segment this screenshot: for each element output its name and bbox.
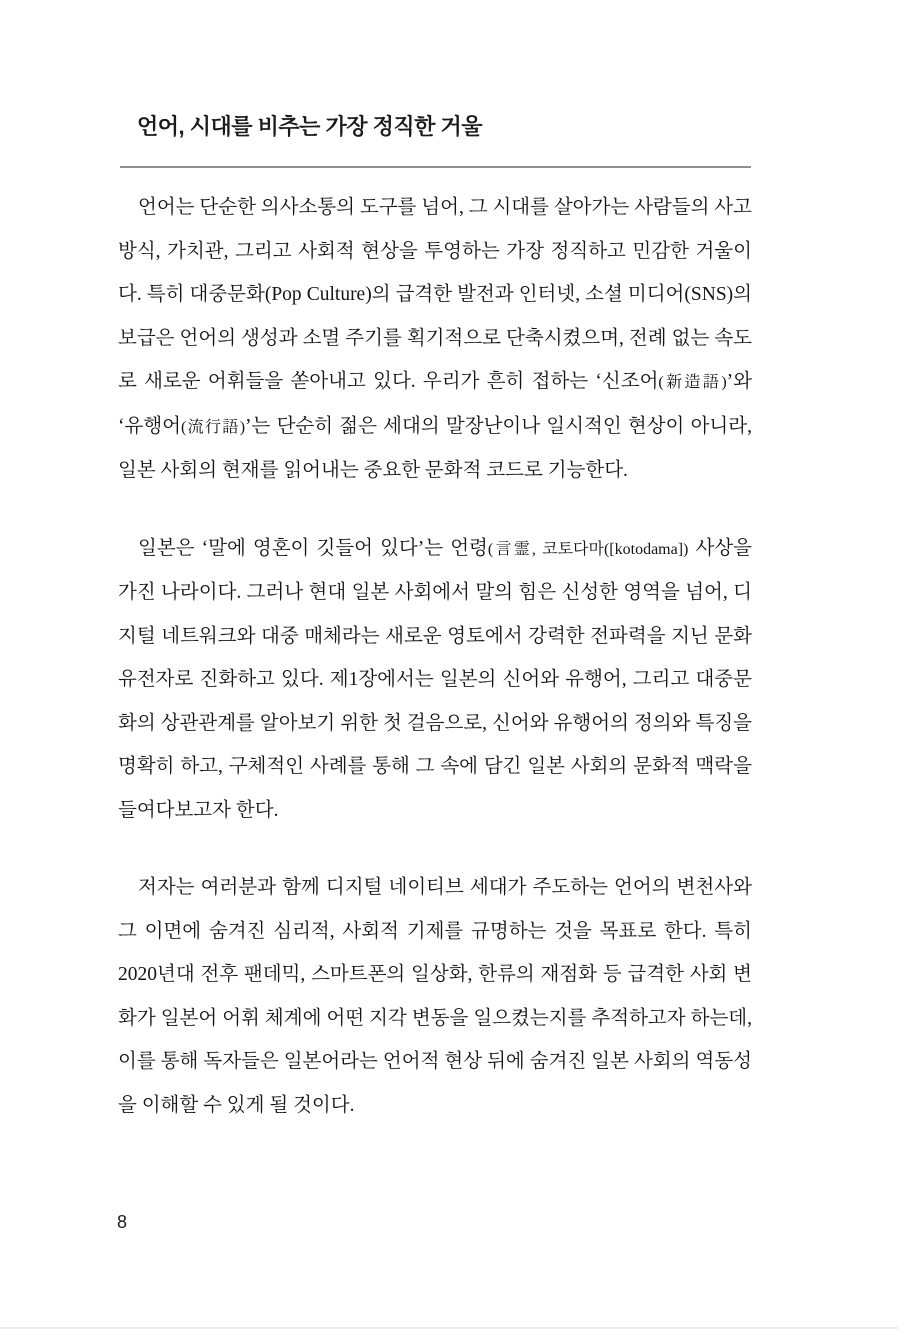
body-segment: 일본은 ‘말에 영혼이 깃들어 있다’는 언령 bbox=[138, 537, 488, 559]
paragraph bbox=[118, 866, 752, 1127]
page-number: 8 bbox=[117, 1212, 128, 1232]
paragraph bbox=[118, 527, 752, 833]
body-segment: 언어는 단순한 의사소통의 도구를 넘어, 그 시대를 살아가는 사람들의 사고방식, 가치관, 그리고 사회적 현상을 투영하는 가장 정직하고 민감한 거울이다. 특히 대중문화(Pop Culture)의 급격한 발전과 인터넷, 소셜 미디어(SNS)의 보급은 언어의 생성과 소멸 주기를 획기적으로 단축시켰으며, 전례 없는 속도로 새로운 어휘들을 쏟아내고 있다. 우리가 흔히 접하는 ‘신조어 bbox=[118, 197, 752, 392]
annotation-text: (言霊, 코토다마([kotodama]) bbox=[487, 540, 689, 558]
body-segment: ’는 단순히 젊은 세대의 말장난이나 일시적인 현상이 아니라, 일본 사회의 현재를 읽어내는 중요한 문화적 코드로 기능한다. bbox=[118, 415, 752, 481]
body-segment: ’와 ‘유행어 bbox=[118, 371, 752, 437]
annotation-text: (流行語) bbox=[181, 418, 246, 436]
annotation-text: (新造語) bbox=[658, 374, 727, 391]
title-divider bbox=[120, 166, 751, 168]
body-text bbox=[118, 186, 752, 1161]
paragraph bbox=[118, 186, 752, 493]
body-segment: 저자는 여러분과 함께 디지털 네이티브 세대가 주도하는 언어의 변천사와 그 이면에 숨겨진 심리적, 사회적 기제를 규명하는 것을 목표로 한다. 특히 2020년대 전후 팬데믹, 스마트폰의 일상화, 한류의 재점화 등 급격한 사회 변화가 일본어 어휘 체계에 어떤 지각 변동을 일으켰는지를 추적하고자 하는데, 이를 통해 독자들은 일본어라는 언어적 현상 뒤에 숨겨진 일본 사회의 역동성을 이해할 수 있게 될 것이다. bbox=[118, 877, 752, 1116]
page-title: 언어, 시대를 비추는 가장 정직한 거울 bbox=[137, 114, 482, 139]
body-segment: 사상을 가진 나라이다. 그러나 현대 일본 사회에서 말의 힘은 신성한 영역을 넘어, 디지털 네트워크와 대중 매체라는 새로운 영토에서 강력한 전파력을 지닌 문화 유전자로 진화하고 있다. 제1장에서는 일본의 신어와 유행어, 그리고 대중문화의 상관관계를 알아보기 위한 첫 걸음으로, 신어와 유행어의 정의와 특징을 명확히 하고, 구체적인 사례를 통해 그 속에 담긴 일본 사회의 문화적 맥락을 들여다보고자 한다. bbox=[118, 537, 753, 821]
